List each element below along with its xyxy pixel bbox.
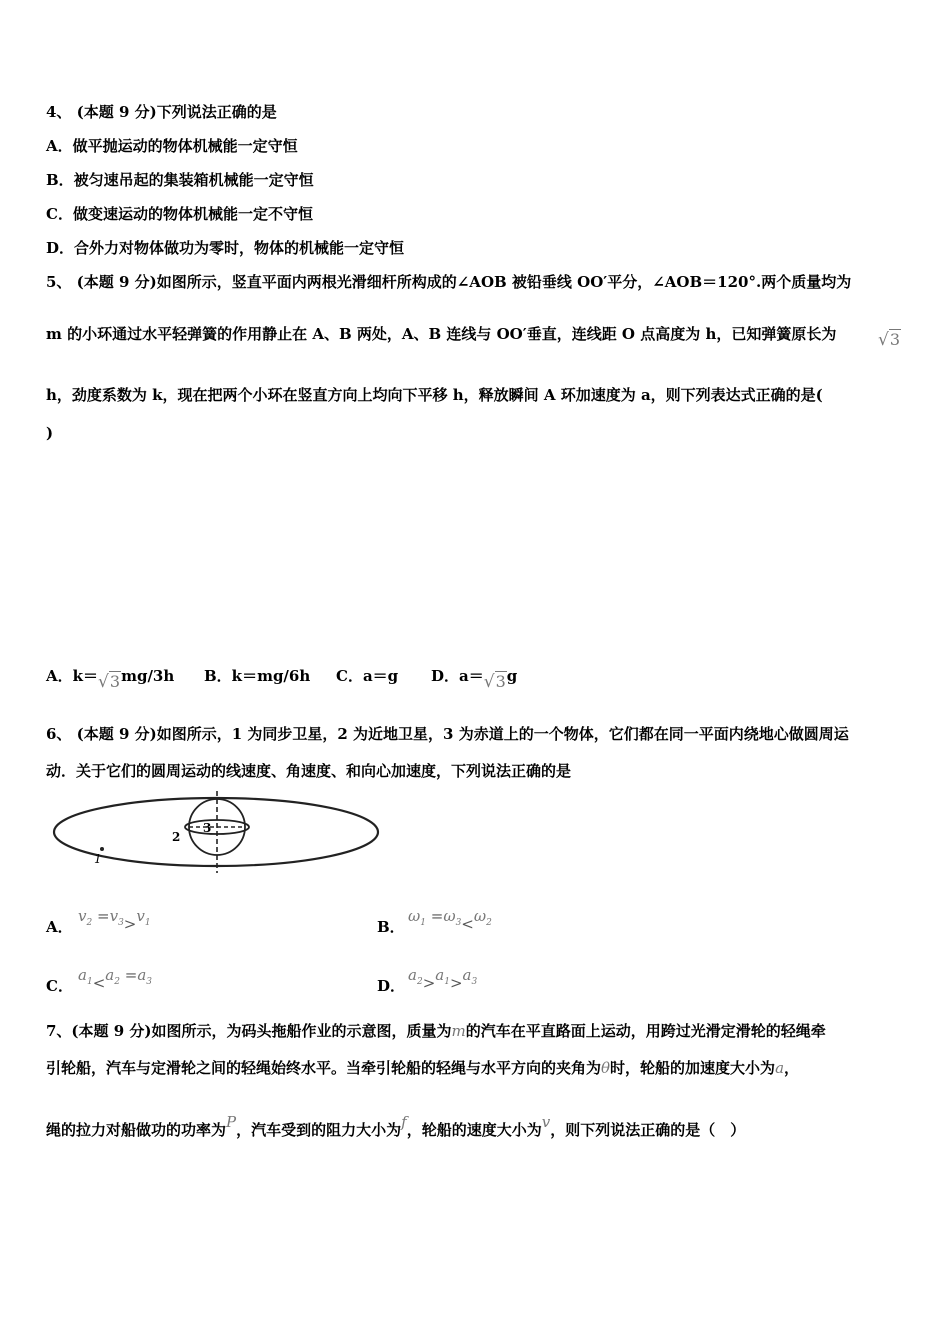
q6-option-d-formula [408,965,477,992]
q6-option-d-label: D． [377,977,406,995]
q5-line2 [46,324,836,344]
q7-line2-mid: 时，轮船的加速度大小为 [610,1059,776,1077]
q5-option-a [46,666,174,692]
sqrt-sign: √ [483,672,495,692]
sqrt-arg: 3 [495,672,506,691]
index: 1 [420,918,426,928]
index: 2 [416,977,423,987]
label-2: 2 [172,830,181,844]
q7-line1 [46,1021,826,1041]
index: 1 [444,977,450,987]
q7-line3-mid1: ，汽车受到的阻力大小为 [236,1121,402,1139]
relation: = [430,907,444,925]
q7-line1-post: 的汽车在平直路面上运动，用跨过光滑定滑轮的轻绳牵 [465,1022,826,1040]
satellite-1-dot [100,847,104,851]
accel-symbol: a [775,1059,785,1077]
q5-option-d-pre: D．a＝ [431,667,484,685]
q5-option-c: C．a＝g [336,667,399,685]
relation: = [97,907,110,925]
q6-line2: 动．关于它们的圆周运动的线速度、角速度、和向心加速度，下列说法正确的是 [46,762,572,780]
sqrt-arg: 3 [109,672,121,691]
q6-option-c-label: C． [46,977,73,995]
q4-option-b: B．被匀速吊起的集装箱机械能一定守恒 [46,171,314,189]
sqrt-sign: √ [878,330,889,350]
index: 3 [146,977,152,987]
q6-option-c-formula [78,965,152,992]
index: 2 [486,918,492,928]
q7-line2 [46,1058,799,1078]
index: 1 [144,918,151,928]
sqrt3-formula [878,330,901,350]
v-symbol: v [109,907,119,925]
friction-symbol: f [401,1113,407,1131]
sqrt3-formula [98,672,121,692]
sqrt3-formula [484,672,507,692]
q5-option-b: B．k＝mg/6h [204,667,311,685]
q5-option-a-pre: A．k＝ [46,667,99,685]
index: 2 [86,918,93,928]
q4-option-a: A．做平抛运动的物体机械能一定守恒 [46,137,298,155]
q6-line1: 6、 (本题 9 分)如图所示，1 为同步卫星，2 为近地卫星，3 为赤道上的一个物体，它们都在同一平面内绕地心做圆周运 [46,725,849,743]
omega-symbol: ω [443,907,456,925]
relation: < [461,915,474,933]
q5-line4: ) [46,424,54,442]
q4-option-d: D．合外力对物体做功为零时，物体的机械能一定守恒 [46,239,405,257]
q7-line3-mid2: ，轮船的速度大小为 [406,1121,542,1139]
a-symbol: a [78,966,87,984]
q6-option-a-label: A． [46,918,73,936]
q6-option-b-formula [408,906,492,933]
a-symbol: a [435,966,445,984]
label-3: 3 [203,821,212,835]
power-symbol: P [226,1113,237,1131]
theta-symbol: θ [601,1059,611,1077]
velocity-symbol: v [541,1113,551,1131]
q6-option-a-formula [78,906,151,933]
index: 2 [114,977,120,987]
v-symbol: v [136,907,145,925]
q5-option-a-post: mg/3h [121,667,175,685]
q5-line3: h，劲度系数为 k，现在把两个小环在竖直方向上均向下平移 h，释放瞬间 A 环加速度为 a，则下列表达式正确的是( [46,386,823,404]
omega-symbol: ω [408,907,421,925]
label-1: 1 [94,852,102,866]
relation: > [449,974,463,992]
index: 3 [118,918,124,928]
q5-option-d-post: g [506,667,518,685]
sqrt-arg: 3 [889,330,901,349]
q7-line2-pre: 引轮船，汽车与定滑轮之间的轻绳始终水平。当牵引轮船的轻绳与水平方向的夹角为 [46,1059,602,1077]
q7-line3-post: ，则下列说法正确的是（ ） [550,1121,746,1139]
relation: < [92,974,106,992]
index: 1 [86,977,93,987]
a-symbol: a [462,966,472,984]
v-symbol: v [78,907,87,925]
q4-header: 4、 (本题 9 分)下列说法正确的是 [46,103,277,121]
q4-option-c: C．做变速运动的物体机械能一定不守恒 [46,205,313,223]
a-symbol: a [408,966,417,984]
q7-line1-pre: 7、(本题 9 分)如图所示，为码头拖船作业的示意图，质量为 [46,1022,452,1040]
relation: = [124,966,138,984]
q5-line2-text: m 的小环通过水平轻弹簧的作用静止在 A、B 两处，A、B 连线与 OO′垂直，连线距 O 点高度为 h，已知弹簧原长为 [46,325,837,343]
q7-line3-pre: 绳的拉力对船做功的功率为 [46,1121,227,1139]
a-symbol: a [105,966,115,984]
q7-line2-post: ， [784,1059,800,1077]
orbit-diagram [46,791,382,873]
q5-option-d [431,666,517,692]
relation: > [123,915,137,933]
q5-line1: 5、 (本题 9 分)如图所示，竖直平面内两根光滑细杆所构成的∠AOB 被铅垂线 OO′平分，∠AOB＝120°.两个质量均为 [46,273,852,291]
index: 3 [455,918,462,928]
a-symbol: a [137,966,147,984]
sqrt-sign: √ [98,672,109,692]
q7-line3 [46,1113,746,1140]
omega-symbol: ω [473,907,487,925]
mass-symbol: m [451,1022,466,1040]
relation: > [422,974,436,992]
q6-option-b-label: B． [377,918,405,936]
index: 3 [471,977,478,987]
